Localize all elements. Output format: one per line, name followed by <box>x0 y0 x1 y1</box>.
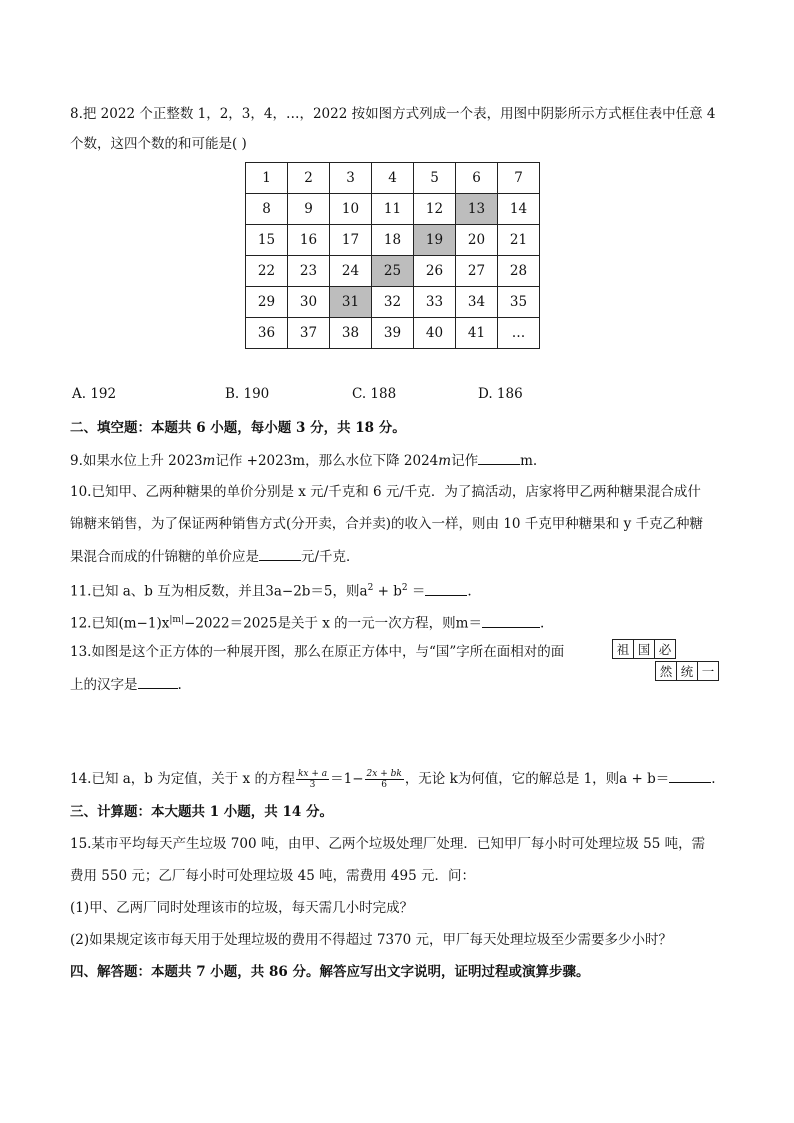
number-table <box>245 162 540 349</box>
table-cell: 29 <box>246 287 288 318</box>
table-cell: 36 <box>246 318 288 349</box>
option-a: A. 192 <box>72 386 117 402</box>
table-cell: 22 <box>246 256 288 287</box>
table-cell: 33 <box>414 287 456 318</box>
table-cell: 14 <box>498 194 540 225</box>
table-row <box>246 194 540 225</box>
table-cell: 3 <box>330 163 372 194</box>
section-3-heading: 三、计算题：本大题共 1 小题，共 14 分。 <box>70 804 333 820</box>
table-cell: 23 <box>288 256 330 287</box>
answer-blank[interactable] <box>482 613 540 628</box>
table-cell: 25 <box>372 256 414 287</box>
table-cell: 38 <box>330 318 372 349</box>
answer-blank[interactable] <box>669 768 711 783</box>
table-cell: 32 <box>372 287 414 318</box>
table-cell: 24 <box>330 256 372 287</box>
table-cell: 19 <box>414 225 456 256</box>
q13-line1: 13.如图是这个正方体的一种展开图，那么在原正方体中，与“国”字所在面相对的面 <box>70 644 565 660</box>
table-cell: 11 <box>372 194 414 225</box>
q15-part1: (1)甲、乙两厂同时处理该市的垃圾，每天需几小时完成？ <box>70 900 414 916</box>
answer-blank[interactable] <box>425 581 467 596</box>
option-d: D. 186 <box>478 386 523 402</box>
option-b: B. 190 <box>225 386 270 402</box>
option-c: C. 188 <box>352 386 397 402</box>
table-cell: 35 <box>498 287 540 318</box>
table-cell: 21 <box>498 225 540 256</box>
table-cell: 20 <box>456 225 498 256</box>
answer-blank[interactable] <box>138 674 178 689</box>
table-cell: … <box>498 318 540 349</box>
q12: 12.已知$(m-1)x^{|m|}-2022=2025$是关于 x 的一元一次方程，则m＝ . <box>70 610 544 634</box>
q14: 14.已知 a，b 为定值，关于 x 的方程 $\frac{kx + a}{3}$ ＝1− $\frac{2x + bk}{6}$ ，无论 k为何值，它的解总是 1，则a + b＝ . <box>70 769 716 790</box>
net-cell: 一 <box>698 662 719 681</box>
table-cell: 41 <box>456 318 498 349</box>
table-cell: 12 <box>414 194 456 225</box>
table-row <box>246 287 540 318</box>
section-4-heading: 四、解答题：本题共 7 小题，共 86 分。解答应写出文字说明，证明过程或演算步骤。 <box>70 964 590 980</box>
table-cell: 6 <box>456 163 498 194</box>
net-cell: 国 <box>634 640 655 659</box>
table-cell: 9 <box>288 194 330 225</box>
table-cell: 39 <box>372 318 414 349</box>
table-cell: 27 <box>456 256 498 287</box>
fraction: $\frac{2x + bk}{6}$ <box>366 769 402 790</box>
q9: 9.如果水位上升 2023m记作 +2023m，那么水位下降 2024m记作 m. <box>70 450 537 471</box>
table-cell: 1 <box>246 163 288 194</box>
table-cell: 31 <box>330 287 372 318</box>
table-cell: 16 <box>288 225 330 256</box>
q15-line2: 费用 550 元；乙厂每小时可处理垃圾 45 吨，需费用 495 元．问： <box>70 868 475 884</box>
net-cell: 统 <box>677 662 698 681</box>
q15-part2: (2)如果规定该市每天用于处理垃圾的费用不得超过 7370 元，甲厂每天处理垃圾至少需要多少小时？ <box>70 932 673 948</box>
q10-line3: 果混合而成的什锦糖的单价应是 元/千克． <box>70 546 360 567</box>
table-cell: 7 <box>498 163 540 194</box>
table-cell: 8 <box>246 194 288 225</box>
net-cell: 必 <box>655 640 676 659</box>
net-cell: 然 <box>656 662 677 681</box>
table-cell: 37 <box>288 318 330 349</box>
table-cell: 10 <box>330 194 372 225</box>
table-cell: 2 <box>288 163 330 194</box>
table-cell: 17 <box>330 225 372 256</box>
q10-line1: 10.已知甲、乙两种糖果的单价分别是 x 元/千克和 6 元/千克．为了搞活动，店家将甲乙两种糖果混合成什 <box>70 484 701 500</box>
table-cell: 26 <box>414 256 456 287</box>
table-row <box>246 225 540 256</box>
q8-line1: 8.把 2022 个正整数 1，2，3，4，…，2022 按如图方式列成一个表，用图中阴影所示方式框住表中任意 4 <box>70 106 716 122</box>
table-cell: 18 <box>372 225 414 256</box>
answer-blank[interactable] <box>478 450 520 465</box>
table-cell: 15 <box>246 225 288 256</box>
table-row <box>246 256 540 287</box>
table-cell: 5 <box>414 163 456 194</box>
section-2-heading: 二、填空题：本题共 6 小题，每小题 3 分，共 18 分。 <box>70 420 406 436</box>
table-row <box>246 318 540 349</box>
answer-blank[interactable] <box>259 546 301 561</box>
net-cell: 祖 <box>613 640 634 659</box>
q15-line1: 15.某市平均每天产生垃圾 700 吨，由甲、乙两个垃圾处理厂处理．已知甲厂每小时可处理垃圾 55 吨，需 <box>70 836 706 852</box>
table-cell: 28 <box>498 256 540 287</box>
table-row <box>246 163 540 194</box>
table-cell: 13 <box>456 194 498 225</box>
q11: 11.已知 a、b 互为相反数，并且3a−2b＝5，则$a^2 + b^2$ ＝ . <box>70 578 472 602</box>
q13-line2: 上的汉字是 . <box>70 674 182 695</box>
cube-net-row2 <box>655 661 719 681</box>
table-cell: 34 <box>456 287 498 318</box>
q10-line2: 锦糖来销售，为了保证两种销售方式(分开卖，合并卖)的收入一样，则由 10 千克甲种糖果和 y 千克乙种糖 <box>70 516 704 532</box>
fraction: $\frac{kx + a}{3}$ <box>297 769 328 790</box>
q8-line2: 个数，这四个数的和可能是( ) <box>70 136 247 152</box>
table-cell: 30 <box>288 287 330 318</box>
table-cell: 40 <box>414 318 456 349</box>
table-cell: 4 <box>372 163 414 194</box>
